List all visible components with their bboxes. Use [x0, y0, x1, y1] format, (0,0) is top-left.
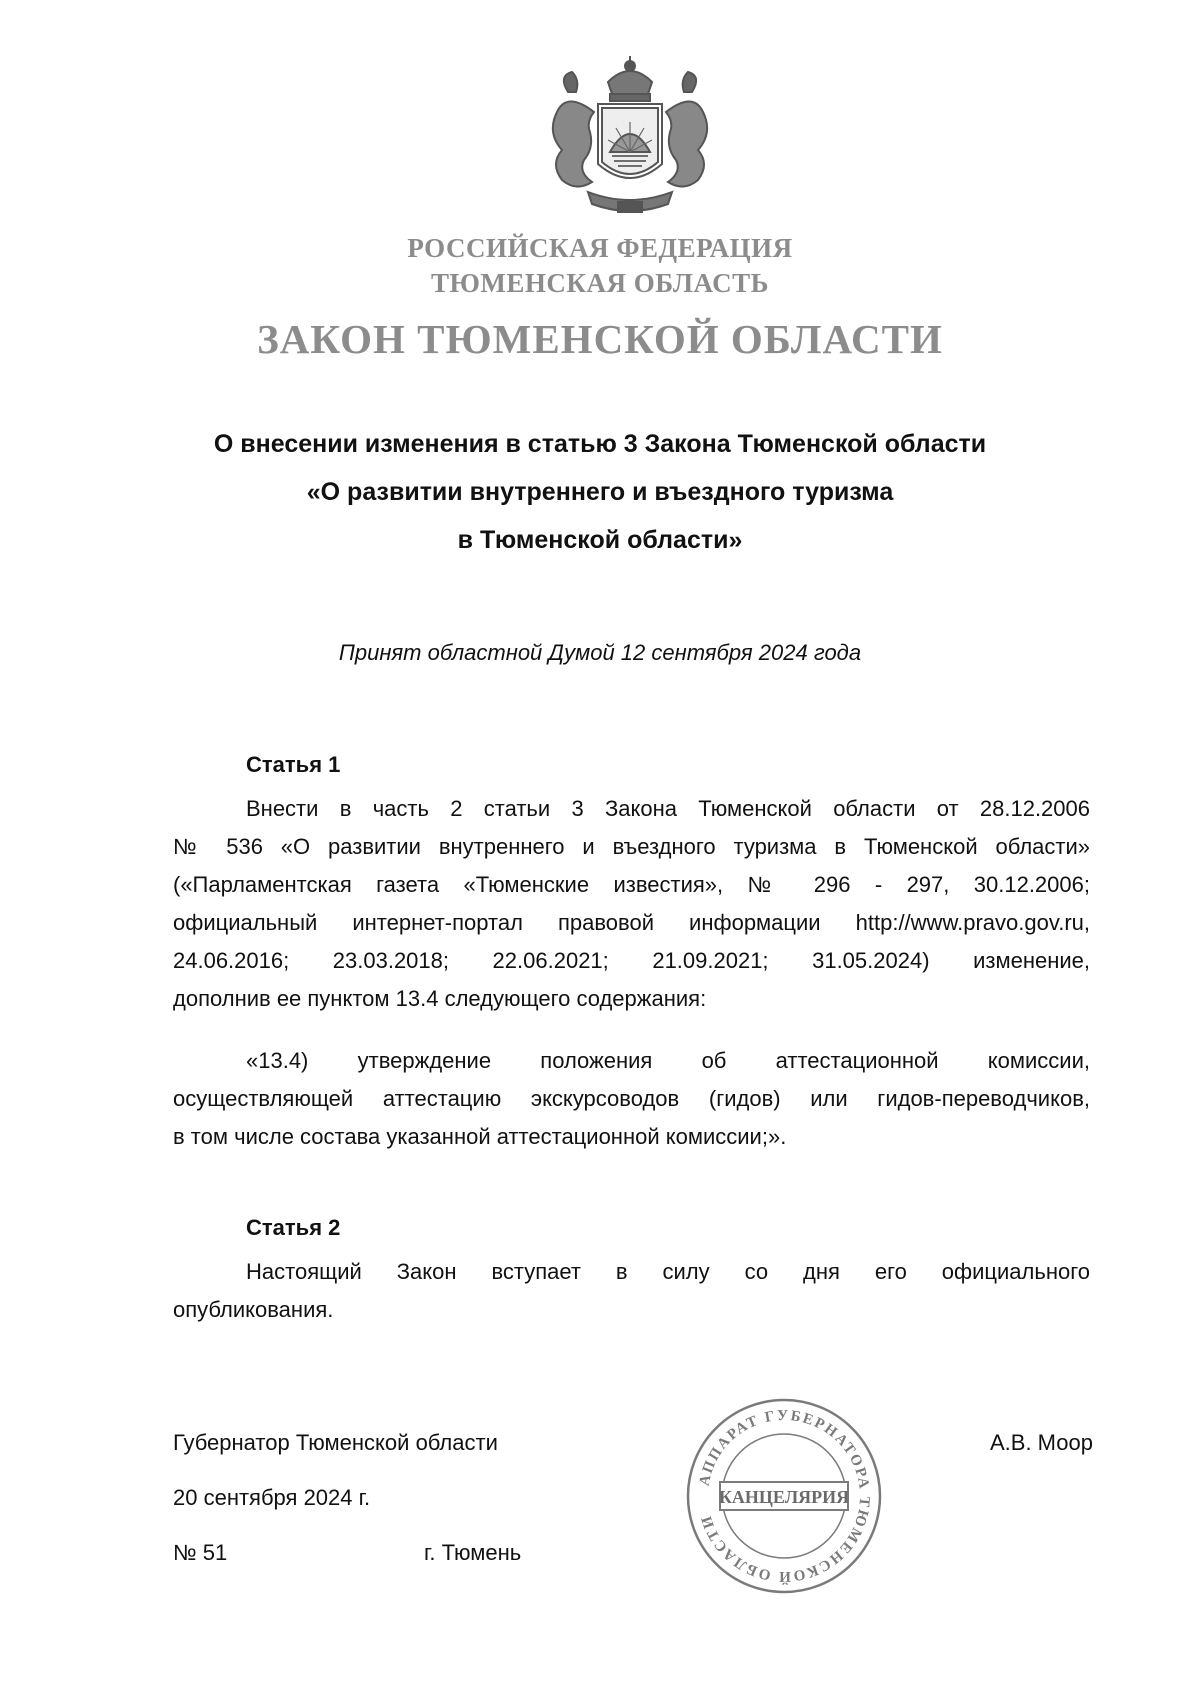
article-1-paragraph-1	[173, 790, 1090, 1018]
stamp-center-text: КАНЦЕЛЯРИЯ	[718, 1487, 850, 1507]
signing-date: 20 сентября 2024 г.	[173, 1485, 371, 1510]
article-2-paragraph	[173, 1253, 1090, 1329]
text-line: Внести в часть 2 статьи 3 Закона Тюменской области от 28.12.2006	[246, 796, 1090, 821]
signing-city: г. Тюмень	[424, 1540, 522, 1565]
text-line: («Парламентская газета «Тюменские известия», № 296 - 297, 30.12.2006;	[173, 872, 1090, 897]
law-heading: ЗАКОН ТЮМЕНСКОЙ ОБЛАСТИ	[257, 316, 943, 362]
governor-name: А.В. Моор	[990, 1430, 1093, 1455]
law-title-line-3: в Тюменской области»	[457, 526, 743, 554]
federation-heading: РОССИЙСКАЯ ФЕДЕРАЦИЯ	[407, 233, 793, 263]
law-number: № 51	[173, 1540, 228, 1565]
text-line: опубликования.	[173, 1297, 334, 1322]
text-line: «13.4) утверждение положения об аттестационной комиссии,	[246, 1048, 1090, 1073]
text-line: осуществляющей аттестацию экскурсоводов (гидов) или гидов-переводчиков,	[173, 1086, 1090, 1111]
article-2-heading: Статья 2	[246, 1215, 341, 1240]
text-line: 24.06.2016; 23.03.2018; 22.06.2021; 21.09.2021; 31.05.2024) изменение,	[173, 948, 1090, 973]
article-1-heading: Статья 1	[246, 752, 341, 777]
governor-position: Губернатор Тюменской области	[173, 1430, 498, 1455]
law-title-line-1: О внесении изменения в статью 3 Закона Тюменской области	[213, 430, 987, 458]
text-line: № 536 «О развитии внутреннего и въездного туризма в Тюменской области»	[173, 834, 1090, 859]
official-stamp	[684, 1396, 884, 1596]
text-line: дополнив ее пунктом 13.4 следующего содержания:	[173, 986, 707, 1011]
law-title-line-2: «О развитии внутреннего и въездного туризма	[306, 478, 894, 506]
text-line: в том числе состава указанной аттестационной комиссии;».	[173, 1124, 787, 1149]
adoption-note: Принят областной Думой 12 сентября 2024 года	[338, 640, 862, 665]
article-1-paragraph-2	[173, 1042, 1090, 1156]
coat-of-arms-emblem	[528, 52, 733, 222]
text-line: официальный интернет-портал правовой информации http://www.pravo.gov.ru,	[173, 910, 1090, 935]
text-line: Настоящий Закон вступает в силу со дня его официального	[246, 1259, 1090, 1284]
stamp-ring-text: АППАРАТ ГУБЕРНАТОРА ТЮМЕНСКОЙ ОБЛАСТИ	[696, 1407, 873, 1585]
region-heading: ТЮМЕНСКАЯ ОБЛАСТЬ	[430, 268, 770, 298]
